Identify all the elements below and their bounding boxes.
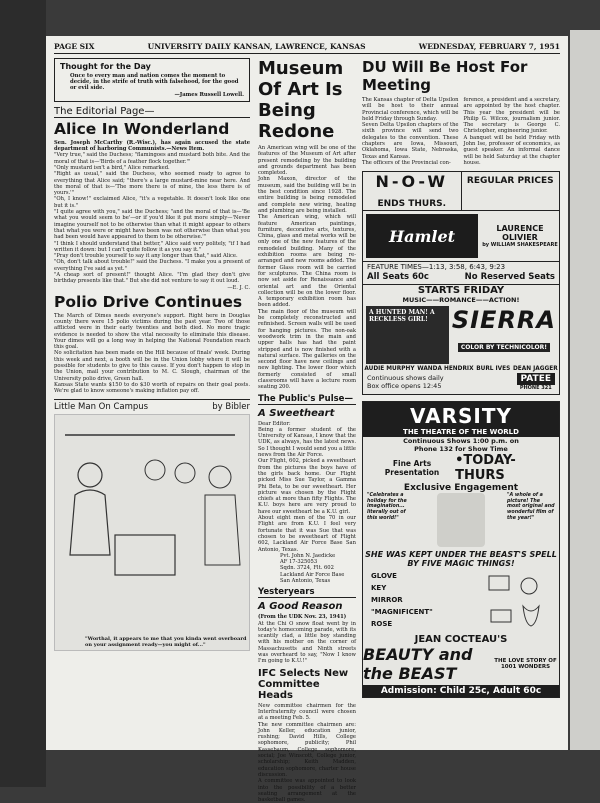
magic-mirror: MIRROR [371,596,403,605]
olivier-credit [481,224,559,248]
director-credit: JEAN COCTEAU'S [414,634,508,646]
du-p3: The officers of the Provincial con- [362,159,451,166]
page-number: PAGE SIX [54,42,95,51]
ifc-p3: A committee was appointed to look into the possibility of a better seating arrangement at the basketball games. [258,778,356,803]
cartoon-caption: "Worthal, it appears to me that you kinda went overboard on your assignment ready—you might of..." [85,635,247,648]
box-office: Box office opens 12:45 [367,382,442,391]
alice-p5: "I quite agree with you," said the Duchess; "and the moral of that is—'Be what you would seem to be'—or if you'd like it put more simply—'Never imagine yourself not to be otherwise than what it might appear to others that what you were or might have been was not otherwise than what you had been would have appeared to them to be otherwise.'" [54,209,250,241]
sig-line: Pvt. John N. Jaedicke [280,552,336,559]
alice-p6: "I think I should understand that better," Alice said very politely, "if I had written it down: but I can't quite follow it as you say it." [54,240,250,253]
sierra-title: SIERRA [451,306,556,335]
star-last: OLIVIER [502,233,538,243]
varsity-banner [363,402,559,437]
continuous-shows: Continuous shows daily [367,374,444,383]
magic-list [371,570,433,630]
varsity-name: VARSITY [410,404,512,429]
alice-p4: "Oh, I know!" exclaimed Alice, "it's a vegetable. It doesn't look like one but it is." [54,196,250,209]
alice-p9: "A cheap sort of present!" thought Alice. "I'm glad they don't give birthday presents like that." But she did not venture to say it out loud. [54,272,250,285]
varsity-ad [362,401,560,698]
sweetheart-headline: A Sweetheart [258,407,335,419]
magic-rose: ROSE [371,620,393,629]
museum-headline: Museum Of Art Is Being Redone [258,58,344,142]
cartoon-title: Little Man On Campus [54,401,149,412]
letter-p1: Being a former student of the University of Kansas, I know that the UDK, as always, has the latest news. So I thought I would send you a little news from the Air Force. [258,426,356,459]
masthead [54,42,560,54]
public-pulse-header: The Public's Pulse— [258,394,356,405]
magic-magnificent: "MAGNIFICENT" [371,608,433,617]
cartoon-header [54,400,250,414]
letter-p3: About eight men of the 70 in our Flight are from K.U. I feel very fortunate that it was Sue that was chosen to be sweetheart of Flight 602, Lackland Air Force Base San Antonio, Texas. [258,515,356,553]
news-column [258,58,356,803]
alice-signature: —E. J. C. [227,284,250,291]
admission-prices: Admission: Child 25c, Adult 60c [363,685,559,697]
binding-edge [0,0,46,787]
feature-times: FEATURE TIMES—1:13, 3:58, 6:43, 9:23 [363,261,559,272]
sierra-title-block [452,306,556,364]
newspaper-page [46,36,568,803]
thought-title: Thought for the Day [60,62,151,71]
editorial-column [54,58,250,651]
cast-member: AUDIE MURPHY [364,366,415,373]
thought-box [54,58,250,102]
regular-prices: REGULAR PRICES [461,172,560,210]
today-thurs: •TODAY-THURS [455,453,516,484]
magic-glove: GLOVE [371,572,397,581]
sierra-banner [363,304,559,366]
star-first: LAURENCE [496,224,544,234]
letter-salutation: Dear Editor: [258,420,291,427]
ifc-headline: IFC Selects New Committee Heads [258,667,349,701]
hamlet-banner [363,211,559,261]
museum-p4: The main floor of the museum will be completely reconstructed and refinished. Screen walls will be used for hanging pictures. The non-oak woodwork trim in the main and upper halls has had the paint stripped and is now finished with a natural surface. The galleries on the second floor have new ceilings and new lighting. The lower floor which formerly consisted of small classrooms will have a lecture room seating 200. [258,308,356,391]
fine-arts: Fine Arts Presentation [384,459,440,478]
sierra-cast [363,366,559,372]
patee-logo [517,373,555,391]
museum-p3: The American wing, which will feature American paintings, furniture, decorative arts, textures, China, glass and metal works will be only one of the new features of the remodeled building. Many of the exhibition rooms are being re-arranged and new rooms added. The former Glass room will be carried for sculptures. The China room is now set aside for Renaissance and oriental art and the Oriental collection will be on the lower floor. A temporary exhibition room has been added. [258,214,356,309]
quote-left: "Celebrates a holiday for the imagination... literally out of this world!" [367,493,407,521]
du-headline: DU Will Be Host For Meeting [362,58,528,94]
magic-things [363,568,559,632]
museum-p2: John Maxon, director of the museum, said the building will be in the best condition since 1928. The entire building is being remodeled and complete new wiring, heating and plumbing are being installed. [258,176,356,214]
du-col-left [362,97,459,166]
adjacent-page-edge [570,30,600,750]
alice-p1: "Very true," said the Duchess; "flamingoes and mustard both bite. And the moral of that is—'Birds of a feather flock together.'" [54,152,250,165]
sig-line: San Antonio, Texas [280,578,331,584]
alice-p3: "Right as usual," said the Duchess, who seemed ready to agree to everything that Alice said; "there's a large mustard-mine near here. And the moral of that is—'The more there is of mine, the less there is of yours.'" [54,171,250,197]
starts-friday: STARTS FRIDAY [363,284,559,296]
seat-info [363,272,559,284]
sierra-tagline: MUSIC——ROMANCE——ACTION! [402,296,520,305]
yesteryears-source: (From the UDK Nov. 23, 1941) [258,614,347,621]
issue-date: WEDNESDAY, FEBRUARY 7, 1951 [418,42,560,51]
show-info [367,374,444,390]
polio-p1: The March of Dimes needs everyone's support. Right here in Douglas county there were 15 polio victims during the past year. Two of those afflicted were in their early twenties and both died. No more tragic evidence is needed to show the vital necessity to eliminate this disease. Your dimes will go a long way in helping the National Foundation reach this goal. [54,312,250,351]
du-article [362,97,560,166]
cartoon-box [54,399,250,651]
love-story-tagline: THE LOVE STORY OF 1001 WONDERS [494,658,557,671]
patee-name: PATEE [517,373,555,385]
cast-member: DEAN JAGGER [512,366,558,373]
cast-member: BURL IVES [476,366,511,373]
varsity-continuous: Continuous Shows 1:00 p.m. on [403,437,519,446]
film-title-row [363,645,559,683]
ifc-p1: New committee chairmen for the Interfraternity council were chosen at a meeting Feb. 5. [258,702,356,722]
alice-p2: "Only mustard isn't a bird," Alice remarked. [54,165,170,171]
du-p4: ference, a president and a secretary, are appointed by the host chapter. This year the president will be Philip G. Wilcox, journalism junior. The secretary is George C. Christopher, engineering junior. [463,97,560,135]
yesteryears-text: At the Chi O snow float went by in today's homecoming parade, with its scantily clad, a little boy standing with his mother on the corner of Massachusetts and Ninth streets was overheard to say, "Now I know I'm going to K.U.!" [258,620,356,665]
alice-lead: Sen. Joseph McCarthy (R.-Wisc.), has again accused the state department of harboring Communists.—News Item. [54,139,250,153]
cartoon-drawing [55,415,249,648]
thought-text: Once to every man and nation comes the moment to decide, in the strife of truth with falsehood, for the good or evil side. [70,73,239,92]
seat-price: All Seats 60c [367,272,429,283]
thought-author: —James Russell Lowell. [174,91,244,98]
ends-label: ENDS THURS. [377,199,447,210]
alice-headline: Alice In Wonderland [54,119,230,138]
editorial-header: The Editorial Page— [54,106,250,118]
varsity-presentation [363,453,559,483]
good-reason-headline: A Good Reason [258,601,343,613]
quote-right: "A whole of a picture! The most original and wonderful film of the year!" [507,493,555,521]
sig-line: Sqdn. 3724, Flt. 602 [280,565,334,572]
du-col-right [464,97,561,166]
cartoon-byline: by Bibler [212,401,250,412]
du-p5: A banquet will be held Friday with John Ise, professor of economics, as guest speaker. An informal dance will be held Saturday at the chapter house. [463,134,560,166]
spell-tagline: SHE WAS KEPT UNDER THE BEAST'S SPELL BY FIVE MAGIC THINGS! [365,550,557,569]
du-p1: The Kansas chapter of Delta Upsilon will be host to their annual Provincial conference, which will be held Friday through Sunday. [362,97,459,122]
author-credit: by WILLIAM SHAKESPEARE [482,242,558,249]
sig-line: Lackland Air Force Base [280,571,345,578]
ad-now-row [363,172,559,211]
magic-key: KEY [371,584,387,593]
sierra-promo-image: A HUNTED MAN! A RECKLESS GIRL! [366,306,449,364]
ifc-p2: The new committee chairmen are: John Keller, education junior, rushing; David Hills, College sophomore, publicity; Phil Kassebaum, College sophomore, social; Joe Winscott, College junior, scholarship; Keith Madden, education sophomore, charter house discussion. [258,721,356,778]
polio-p2: No solicitation has been made on the Hill because of finals' week. During this week and next, a booth will be in the Union lobby where it will be possible for students to give to this cause. If you don't happen to stop in the Union, mail your contribution to M. C. Slough, chairman of the University polio drive, Green hall. [54,350,250,382]
ad-now [363,172,461,210]
patee-phone: PHONE 321 [519,385,552,392]
du-p2: Seven Delta Upsilon chapters of the sixth province will send two delegates to the convention. These chapters are Iowa, Missouri, Oklahoma, Iowa State, Nebraska, Texas and Kansas. [362,122,459,160]
magic-objects-icon [481,570,551,630]
exclusive-engagement: Exclusive Engagement [403,483,519,494]
sig-line: AF 17-325053 [280,559,318,566]
beauty-illustration [437,493,485,547]
now-label: N-O-W [375,172,448,192]
varsity-phone: Phone 132 for Show Time [414,445,508,454]
hamlet-title: Hamlet [366,214,478,258]
yesteryears-header: Yesteryears [258,587,356,598]
beauty-beast-title: BEAUTY and the BEAST [363,645,473,684]
polio-p3: Kansas State wants $150 to do $30 worth of repairs on their goal posts. We're glad to know someone's making inflation pay off. [54,381,250,395]
paper-name: UNIVERSITY DAILY KANSAN, LAWRENCE, KANSAS [147,42,366,51]
museum-p1: An American wing will be one of the features of the Museum of Art after present remodeling by the building and grounds department has been completed. [258,145,356,177]
hamlet-sierra-ad [362,171,560,395]
patee-footer [363,372,559,394]
letter-p2: Our Flight, 602, picked a sweetheart from the pictures the boys have of the girls back home. Our Flight picked Miss Sue Taylor, a Gamma Phi Beta, to be our sweetheart. Her picture was chosen by the Flight chiefs at more than fifty Flights. The K.U. boys here are very proud to have our sweetheart be a K.U. girl. [258,458,356,515]
no-reserved: No Reserved Seats [464,272,555,283]
letter-signature [258,553,356,584]
varsity-subtitle: THE THEATRE OF THE WORLD [403,428,519,437]
technicolor-badge: COLOR BY TECHNICOLOR! [458,343,550,352]
alice-p7: "Pray don't trouble yourself to say it any longer than that," said Alice. [54,253,238,260]
du-and-ads-column [362,58,560,698]
polio-headline: Polio Drive Continues [54,292,243,311]
cartoon-image [54,414,250,651]
review-quotes [363,493,559,547]
alice-p8: "Oh, don't talk about trouble!" said the Duchess. "I make you a present of everything I've said as yet." [54,259,250,272]
cast-member: WANDA HENDRIX [417,366,474,373]
